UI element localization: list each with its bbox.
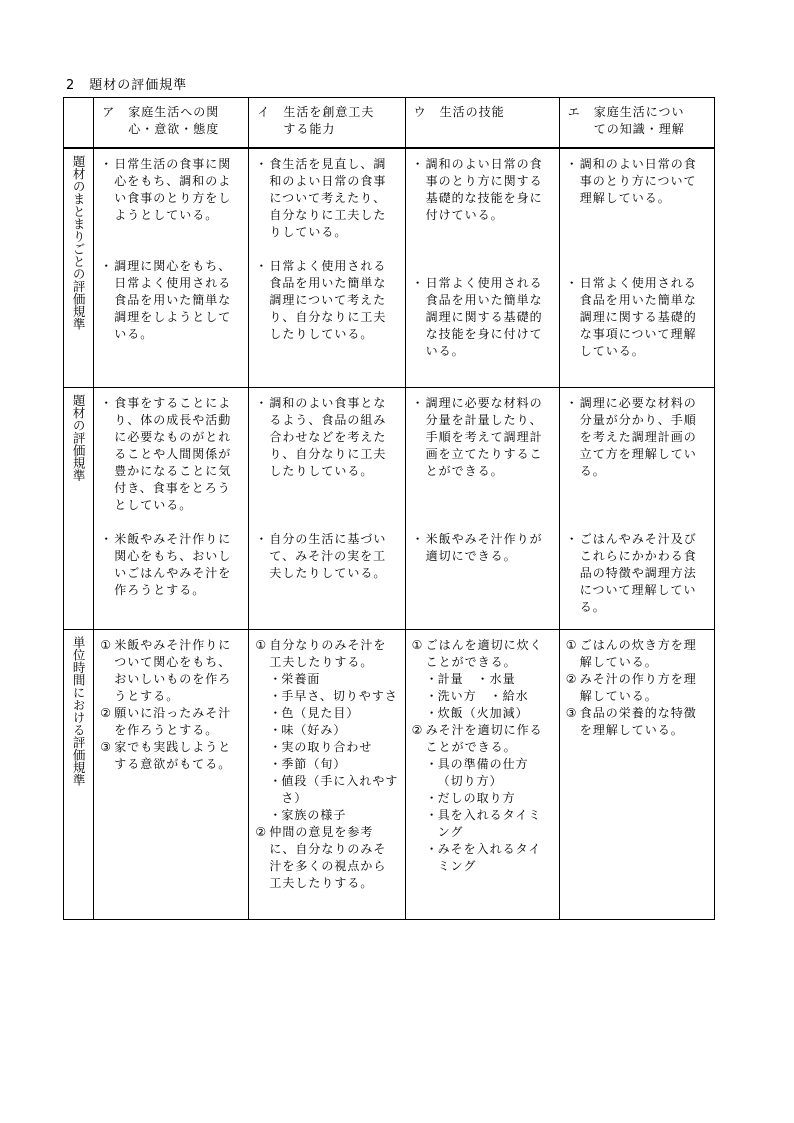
criteria-text: 調理に必要な材料の分量を計量したり、手順を考えて調理計画を立てたりすることができる。 [425, 396, 543, 478]
bullet-mark: ・ [565, 532, 579, 546]
sub-item [255, 807, 398, 824]
sub-item [255, 705, 398, 722]
criteria-text: 家でも実践しようとする意欲がもてる。 [114, 740, 232, 771]
criteria-item [255, 258, 398, 343]
bullet-mark: ・ [100, 258, 114, 273]
header-title-a: 家庭生活への関 心・意欲・態度 [128, 105, 220, 136]
sub-item [412, 841, 553, 875]
numbered-item [255, 637, 398, 671]
bullet-mark: ・ [269, 740, 283, 754]
criteria-item [412, 275, 553, 360]
sub-item [412, 807, 553, 841]
criteria-text: ごはんを適切に炊くことができる。 [425, 638, 543, 669]
bullet-mark: ・ [565, 156, 579, 171]
bullet-mark: ・ [255, 156, 269, 171]
bullet-mark: ・ [255, 258, 269, 273]
row-label: 単位時間における評価規準 [71, 636, 87, 786]
criteria-cell [405, 388, 559, 630]
header-letter-d: エ [567, 105, 581, 119]
row-label-cell [64, 148, 94, 388]
sub-text: 具の準備の仕方（切り方） [437, 757, 529, 788]
sub-item [255, 688, 398, 705]
criteria-item [100, 395, 242, 514]
sub-text: 洗い方 ・給水 [437, 689, 529, 703]
criteria-item [412, 156, 553, 224]
sub-item [255, 739, 398, 756]
bullet-mark: ・ [269, 723, 283, 737]
criteria-text: 食生活を見直し、調和のよい日常の食事について考えたり、自分なりに工夫したりしている。 [269, 156, 387, 239]
bullet-mark: ・ [425, 689, 439, 703]
criteria-text: 米飯やみそ汁作りに関心をもち、おいしいごはんやみそ汁を作ろうとする。 [114, 532, 232, 597]
bullet-mark: ・ [269, 689, 283, 703]
row-label: 題材のまとまりごとの評価規準 [71, 154, 87, 330]
sub-text: みそを入れるタイミング [437, 842, 542, 873]
sub-text: 実の取り合わせ [281, 740, 373, 754]
bullet-mark: ・ [269, 706, 283, 720]
bullet-mark: ・ [425, 706, 439, 720]
bullet-mark: ・ [269, 757, 283, 771]
sub-item [412, 671, 553, 688]
sub-text: 値段（手に入れやすさ） [281, 774, 399, 805]
page-heading: 2 題材の評価規準 [66, 78, 188, 93]
number-mark: ① [565, 638, 578, 652]
bullet-mark: ・ [255, 396, 269, 410]
criteria-text: ごはんやみそ汁及びこれらにかかわる食品の特徴や調理方法について理解している。 [579, 532, 697, 614]
bullet-mark: ・ [411, 275, 425, 290]
bullet-mark: ・ [425, 842, 439, 856]
header-cell-a [94, 98, 249, 148]
sub-text: 栄養面 [281, 672, 321, 686]
row-label: 題材の評価規準 [71, 394, 87, 482]
criteria-text: みそ汁を適切に作ることができる。 [425, 723, 543, 754]
numbered-item [412, 722, 553, 756]
sub-text: 計量 ・水量 [437, 672, 516, 686]
row-label-cell [64, 630, 94, 920]
bullet-mark: ・ [269, 672, 283, 686]
sub-item [255, 671, 398, 688]
criteria-item [255, 395, 398, 480]
criteria-text: 調和のよい食事となるよう、食品の組み合わせなどを考えたり、自分なりに工夫したりしている。 [269, 396, 387, 478]
numbered-item [412, 637, 553, 671]
sub-item [412, 705, 553, 722]
number-mark: ② [565, 672, 578, 686]
table-row [64, 148, 715, 388]
header-cell-d [559, 98, 714, 148]
criteria-cell [94, 148, 249, 388]
numbered-item [100, 637, 242, 705]
criteria-text: 仲間の意見を参考に、自分なりのみそ汁を多くの視点から工夫したりする。 [269, 825, 387, 890]
number-mark: ① [255, 638, 268, 652]
sub-text: 手早さ、切りやすさ [281, 689, 398, 703]
header-letter-c: ウ [413, 105, 427, 119]
header-letter-b: イ [257, 105, 271, 119]
table-row [64, 630, 715, 920]
bullet-mark: ・ [411, 532, 425, 546]
sub-item [412, 756, 553, 790]
bullet-mark: ・ [425, 791, 439, 805]
criteria-text: 調和のよい日常の食事のとり方について理解している。 [579, 156, 697, 205]
number-mark: ② [255, 825, 268, 839]
bullet-mark: ・ [269, 808, 283, 822]
numbered-item [566, 671, 708, 705]
number-mark: ② [411, 723, 424, 737]
criteria-cell [405, 148, 559, 388]
sub-text: 味（好み） [281, 723, 347, 737]
bullet-mark: ・ [411, 156, 425, 171]
sub-item [412, 790, 553, 807]
criteria-item [412, 395, 553, 480]
criteria-item [566, 275, 708, 360]
number-mark: ③ [100, 740, 112, 754]
bullet-mark: ・ [255, 532, 269, 546]
criteria-text: 米飯やみそ汁作りについて関心をもち、おいしいものを作ろうとする。 [114, 638, 232, 703]
sub-text: 炊飯（火加減） [437, 706, 529, 720]
sub-item [255, 773, 398, 807]
numbered-item [566, 705, 708, 739]
criteria-text: 米飯やみそ汁作りが適切にできる。 [425, 532, 543, 563]
numbered-item [566, 637, 708, 671]
bullet-mark: ・ [100, 396, 114, 410]
criteria-text: 日常生活の食事に関心をもち、調和のよい食事のとり方をしようとしている。 [114, 156, 232, 222]
criteria-item [566, 156, 708, 207]
bullet-mark: ・ [100, 156, 114, 171]
criteria-cell [249, 630, 405, 920]
criteria-cell [249, 148, 405, 388]
criteria-cell [249, 388, 405, 630]
criteria-text: 自分なりのみそ汁を工夫したりする。 [269, 638, 387, 669]
criteria-item [412, 531, 553, 565]
criteria-text: 自分の生活に基づいて、みそ汁の実を工夫したりしている。 [269, 532, 387, 580]
evaluation-criteria-table [63, 97, 715, 920]
sub-text: 季節（旬） [281, 757, 347, 771]
sub-item [412, 688, 553, 705]
criteria-text: みそ汁の作り方を理解している。 [579, 672, 697, 703]
number-mark: ② [100, 706, 112, 720]
criteria-text: 調理に必要な材料の分量が分かり、手順を考えた調理計画の立て方を理解している。 [579, 396, 697, 478]
bullet-mark: ・ [565, 275, 579, 290]
table-row [64, 388, 715, 630]
criteria-cell [559, 630, 714, 920]
header-cell-b [249, 98, 405, 148]
criteria-text: 調理に関心をもち、日常よく使用される食品を用いた簡単な調理をしようとしている。 [114, 258, 232, 341]
numbered-item [255, 824, 398, 892]
bullet-mark: ・ [100, 532, 114, 546]
bullet-mark: ・ [565, 396, 579, 410]
bullet-mark: ・ [411, 396, 425, 410]
criteria-text: 日常よく使用される食品を用いた簡単な調理に関する基礎的な技能を身に付けている。 [425, 275, 543, 358]
bullet-mark: ・ [425, 757, 439, 771]
sub-text: 色（見た目） [281, 706, 360, 720]
header-cell-c [405, 98, 559, 148]
row-label-cell [64, 388, 94, 630]
criteria-text: 日常よく使用される食品を用いた簡単な調理について考えたり、自分なりに工夫したりしている。 [269, 258, 387, 341]
number-mark: ① [100, 638, 112, 652]
header-title-d: 家庭生活につい ての知識・理解 [593, 105, 685, 136]
criteria-cell [559, 388, 714, 630]
number-mark: ③ [565, 706, 578, 720]
criteria-item [566, 395, 708, 480]
number-mark: ① [411, 638, 424, 652]
criteria-item [100, 156, 242, 224]
numbered-item [100, 705, 242, 739]
header-letter-a: ア [102, 105, 116, 119]
criteria-item [100, 258, 242, 343]
criteria-text: 食品の栄養的な特徴を理解している。 [579, 706, 697, 737]
criteria-item [255, 156, 398, 241]
criteria-item [100, 531, 242, 599]
sub-text: だしの取り方 [437, 791, 516, 805]
bullet-mark: ・ [425, 808, 439, 822]
bullet-mark: ・ [269, 774, 283, 788]
criteria-text: 願いに沿ったみそ汁を作ろうとする。 [114, 706, 232, 737]
sub-item [255, 756, 398, 773]
criteria-text: 食事をすることにより、体の成長や活動に必要なものがとれることや人間関係が豊かになることに気付き、食事をとろうとしている。 [114, 396, 232, 512]
sub-text: 家族の様子 [281, 808, 347, 822]
criteria-item [566, 531, 708, 616]
bullet-mark: ・ [425, 672, 439, 686]
criteria-text: 日常よく使用される食品を用いた簡単な調理に関する基礎的な事項について理解している。 [579, 275, 697, 358]
header-corner-cell [64, 98, 94, 148]
header-title-b: 生活を創意工夫 する能力 [283, 105, 375, 136]
sub-item [255, 722, 398, 739]
criteria-cell [559, 148, 714, 388]
criteria-text: ごはんの炊き方を理解している。 [579, 638, 697, 669]
sub-text: 具を入れるタイミング [437, 808, 542, 839]
numbered-item [100, 739, 242, 773]
criteria-text: 調和のよい日常の食事のとり方に関する基礎的な技能を身に付けている。 [425, 156, 543, 222]
criteria-cell [94, 388, 249, 630]
criteria-item [255, 531, 398, 582]
criteria-cell [405, 630, 559, 920]
criteria-cell [94, 630, 249, 920]
header-title-c: 生活の技能 [439, 105, 505, 119]
table-header-row [64, 98, 715, 148]
